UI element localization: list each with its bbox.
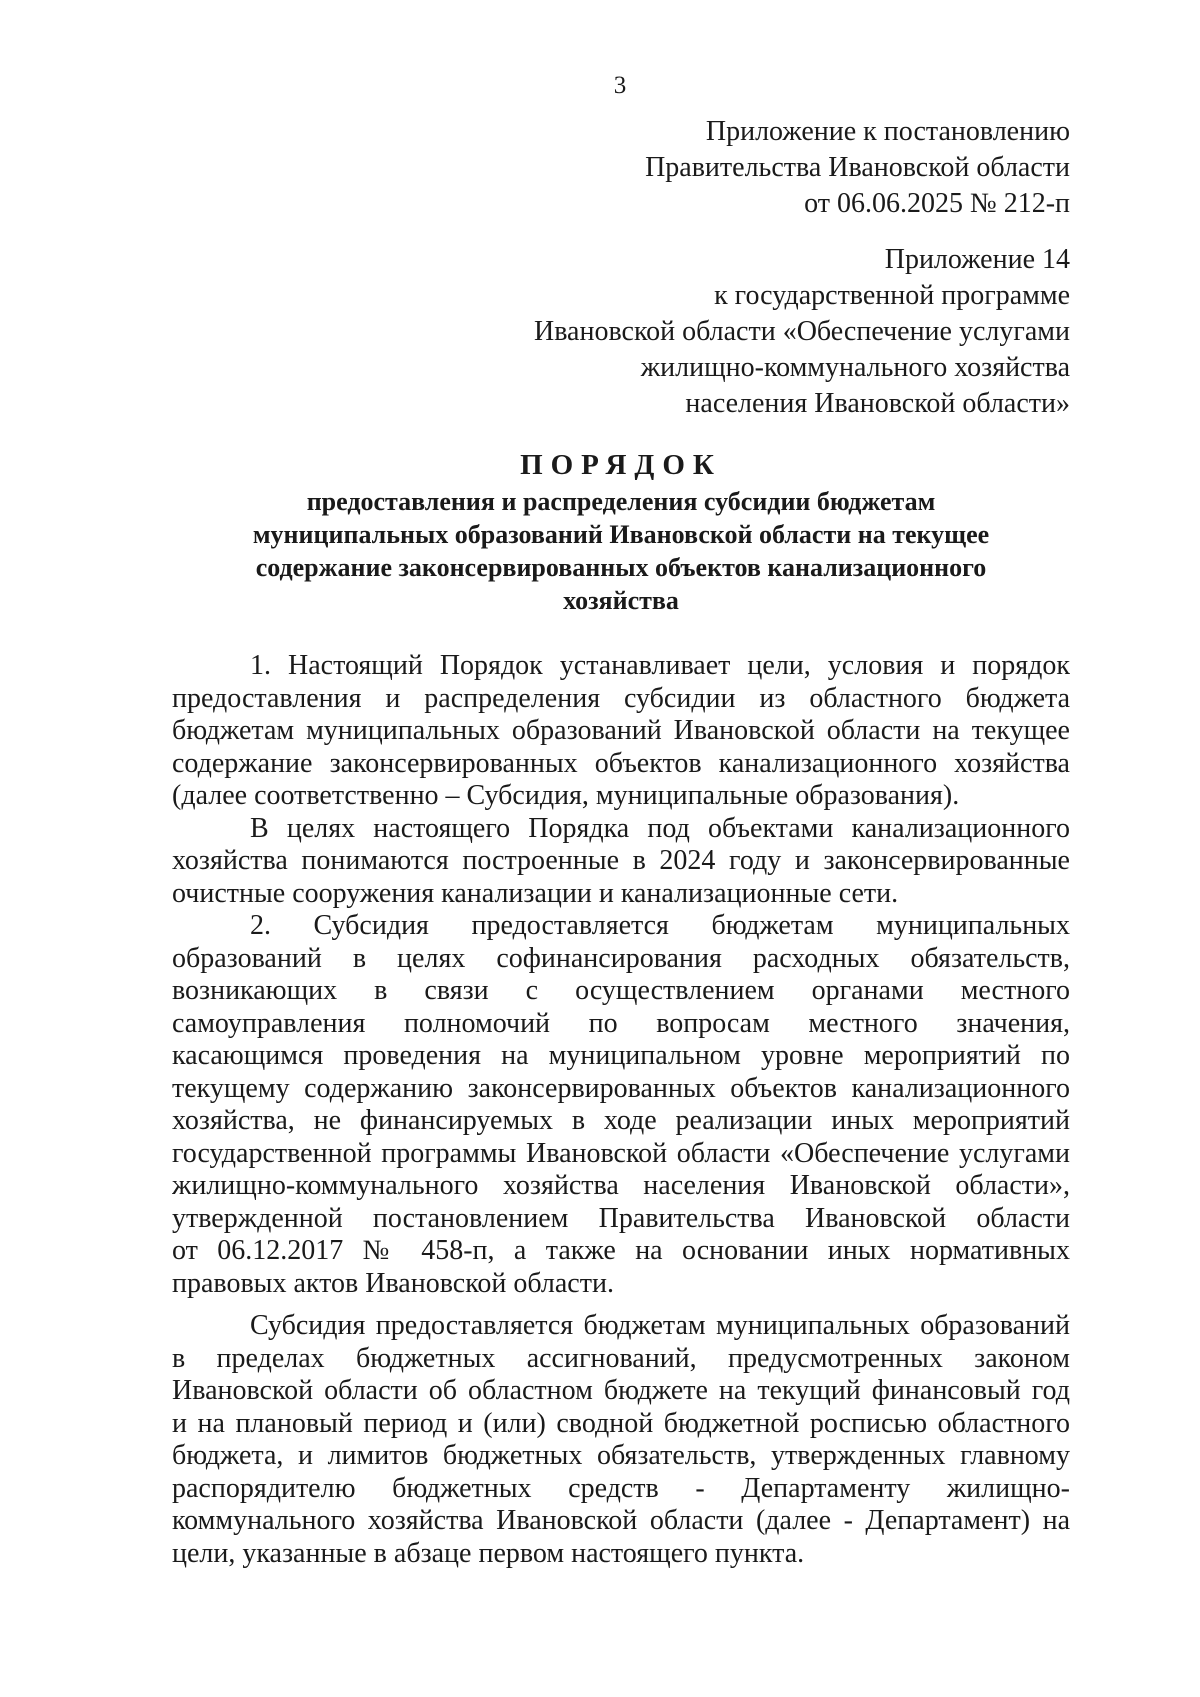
text-line: и на плановый период и (или) сводной бюджетной росписью областного xyxy=(172,1407,1070,1439)
approval-line: Правительства Ивановской области xyxy=(645,152,1070,183)
text-line: жилищно-коммунального хозяйства населения Ивановской области», xyxy=(172,1170,1070,1201)
text-line: 1. Настоящий Порядок устанавливает цели, условия и порядок xyxy=(250,650,1070,681)
text-line: от 06.12.2017 № 458-п, а также на основании иных нормативных xyxy=(172,1235,1070,1266)
paragraph-3 xyxy=(172,910,1070,1300)
text-line: касающимся проведения на муниципальном уровне мероприятий по xyxy=(172,1040,1070,1071)
appendix-line: Приложение 14 xyxy=(884,244,1070,275)
document-title xyxy=(172,445,1070,617)
text-line: хозяйства понимаются построенные в 2024 году и законсервированные xyxy=(172,845,1070,876)
text-line: возникающих в связи с осуществлением органами местного xyxy=(172,975,1070,1006)
page-number: 3 xyxy=(613,72,627,99)
approval-line: Приложение к постановлению xyxy=(705,116,1070,147)
paragraph-4 xyxy=(172,1310,1070,1570)
appendix-line: Ивановской области «Обеспечение услугами xyxy=(533,316,1070,347)
subtitle-line: муниципальных образований Ивановской области на текущее xyxy=(252,520,990,549)
text-line: образований в целях софинансирования расходных обязательств, xyxy=(172,942,1070,974)
text-line: очистные сооружения канализации и канализационные сети. xyxy=(172,877,899,909)
title-main: ПОРЯДОК xyxy=(520,449,722,481)
text-line: бюджетам муниципальных образований Ивановской области на текущее xyxy=(172,715,1070,746)
text-line: Субсидия предоставляется бюджетам муниципальных образований xyxy=(250,1310,1070,1341)
text-line: распорядителю бюджетных средств - Департаменту жилищно- xyxy=(172,1472,1070,1504)
text-line: содержание законсервированных объектов канализационного хозяйства xyxy=(172,747,1070,779)
title-subtitle xyxy=(172,485,1070,617)
subtitle-line: предоставления и распределения субсидии бюджетам xyxy=(306,487,936,516)
text-line: в пределах бюджетных ассигнований, предусмотренных законом xyxy=(172,1342,1070,1374)
subtitle-line: хозяйства xyxy=(563,586,679,615)
paragraph-2 xyxy=(172,813,1070,911)
text-line: коммунального хозяйства Ивановской области (далее - Департамент) на xyxy=(172,1505,1070,1536)
appendix-line: населения Ивановской области» xyxy=(685,388,1070,419)
body-text xyxy=(172,650,1070,1570)
text-line: бюджета, и лимитов бюджетных обязательств, утвержденных главному xyxy=(172,1440,1070,1471)
appendix-line: к государственной программе xyxy=(714,280,1070,311)
paragraph-1 xyxy=(172,650,1070,813)
text-line: утвержденной постановлением Правительства Ивановской области xyxy=(172,1202,1070,1234)
appendix-line: жилищно-коммунального хозяйства xyxy=(640,352,1070,383)
text-line: 2. Субсидия предоставляется бюджетам муниципальных xyxy=(250,910,1070,941)
text-line: В целях настоящего Порядка под объектами канализационного xyxy=(250,812,1070,844)
text-line: государственной программы Ивановской области «Обеспечение услугами xyxy=(172,1137,1070,1169)
text-line: текущему содержанию законсервированных объектов канализационного xyxy=(172,1072,1070,1104)
text-line: Ивановской области об областном бюджете на текущий финансовый год xyxy=(172,1375,1070,1406)
text-line: цели, указанные в абзаце первом настоящего пункта. xyxy=(172,1537,805,1569)
appendix-block xyxy=(534,242,1070,422)
text-line: правовых актов Ивановской области. xyxy=(172,1267,614,1299)
subtitle-line: содержание законсервированных объектов канализационного xyxy=(255,553,987,582)
approval-block xyxy=(645,114,1070,222)
approval-line: от 06.06.2025 № 212-п xyxy=(804,188,1070,219)
text-line: (далее соответственно – Субсидия, муниципальные образования). xyxy=(172,780,960,811)
text-line: хозяйства, не финансируемых в ходе реализации иных мероприятий xyxy=(172,1105,1070,1136)
text-line: самоуправления полномочий по вопросам местного значения, xyxy=(172,1007,1070,1039)
text-line: предоставления и распределения субсидии из областного бюджета xyxy=(172,682,1070,714)
